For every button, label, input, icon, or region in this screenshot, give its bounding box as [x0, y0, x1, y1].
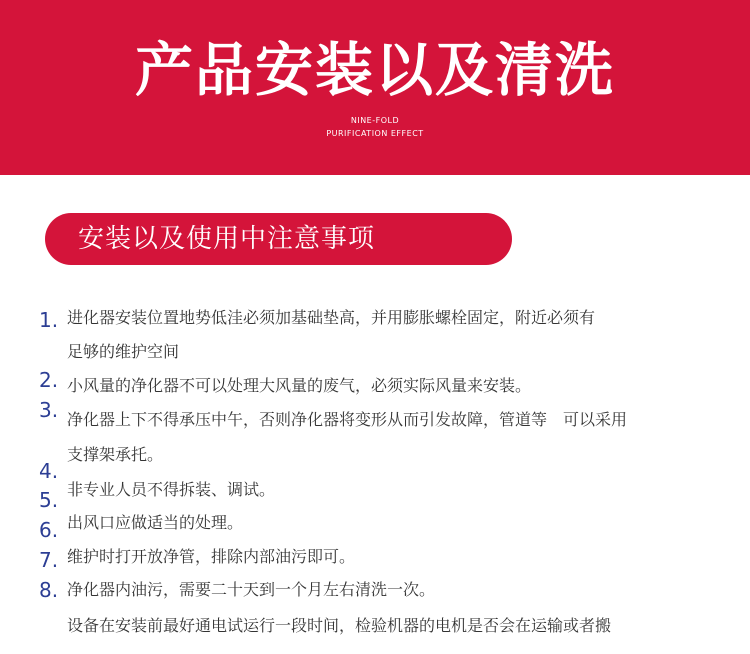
list-item-text: 小风量的净化器不可以处理大风量的废气，必须实际风量来安装。	[67, 376, 532, 395]
list-item-text: 维护时打开放净管，排除内部油污即可。	[67, 547, 356, 566]
page-title: 产品安装以及清洗	[134, 36, 615, 104]
list-number-4: 4.	[39, 459, 59, 483]
list-item-text: 净化器上下不得承压中午，否则净化器将变形从而引发故障，管道等 可以采用	[67, 410, 628, 429]
list-number-7: 7.	[39, 548, 59, 572]
list-number-5: 5.	[39, 488, 59, 512]
banner-subtitle-line2: PURIFICATION EFFECT	[326, 129, 424, 138]
list-number-6: 6.	[39, 518, 59, 542]
banner-subtitle-line1: NINE-FOLD	[350, 116, 400, 125]
list-item-text: 非专业人员不得拆装、调试。	[67, 480, 276, 499]
list-item-text: 足够的维护空间	[67, 342, 180, 361]
header-banner	[0, 0, 750, 175]
section-heading-pill	[45, 213, 512, 265]
list-item-text: 支撑架承托。	[67, 445, 164, 464]
list-number-1: 1.	[39, 308, 59, 332]
list-number-3: 3.	[39, 398, 59, 422]
list-item-text: 进化器安装位置地势低洼必须加基础垫高，并用膨胀螺栓固定，附近必须有	[67, 308, 596, 327]
list-item-text: 出风口应做适当的处理。	[67, 513, 244, 532]
list-number-2: 2.	[39, 368, 59, 392]
list-item-text: 净化器内油污，需要二十天到一个月左右清洗一次。	[67, 580, 436, 599]
section-heading: 安装以及使用中注意事项	[78, 224, 376, 254]
list-item-text: 设备在安装前最好通电试运行一段时间，检验机器的电机是否会在运输或者搬	[67, 616, 612, 635]
list-number-8: 8.	[39, 578, 59, 602]
